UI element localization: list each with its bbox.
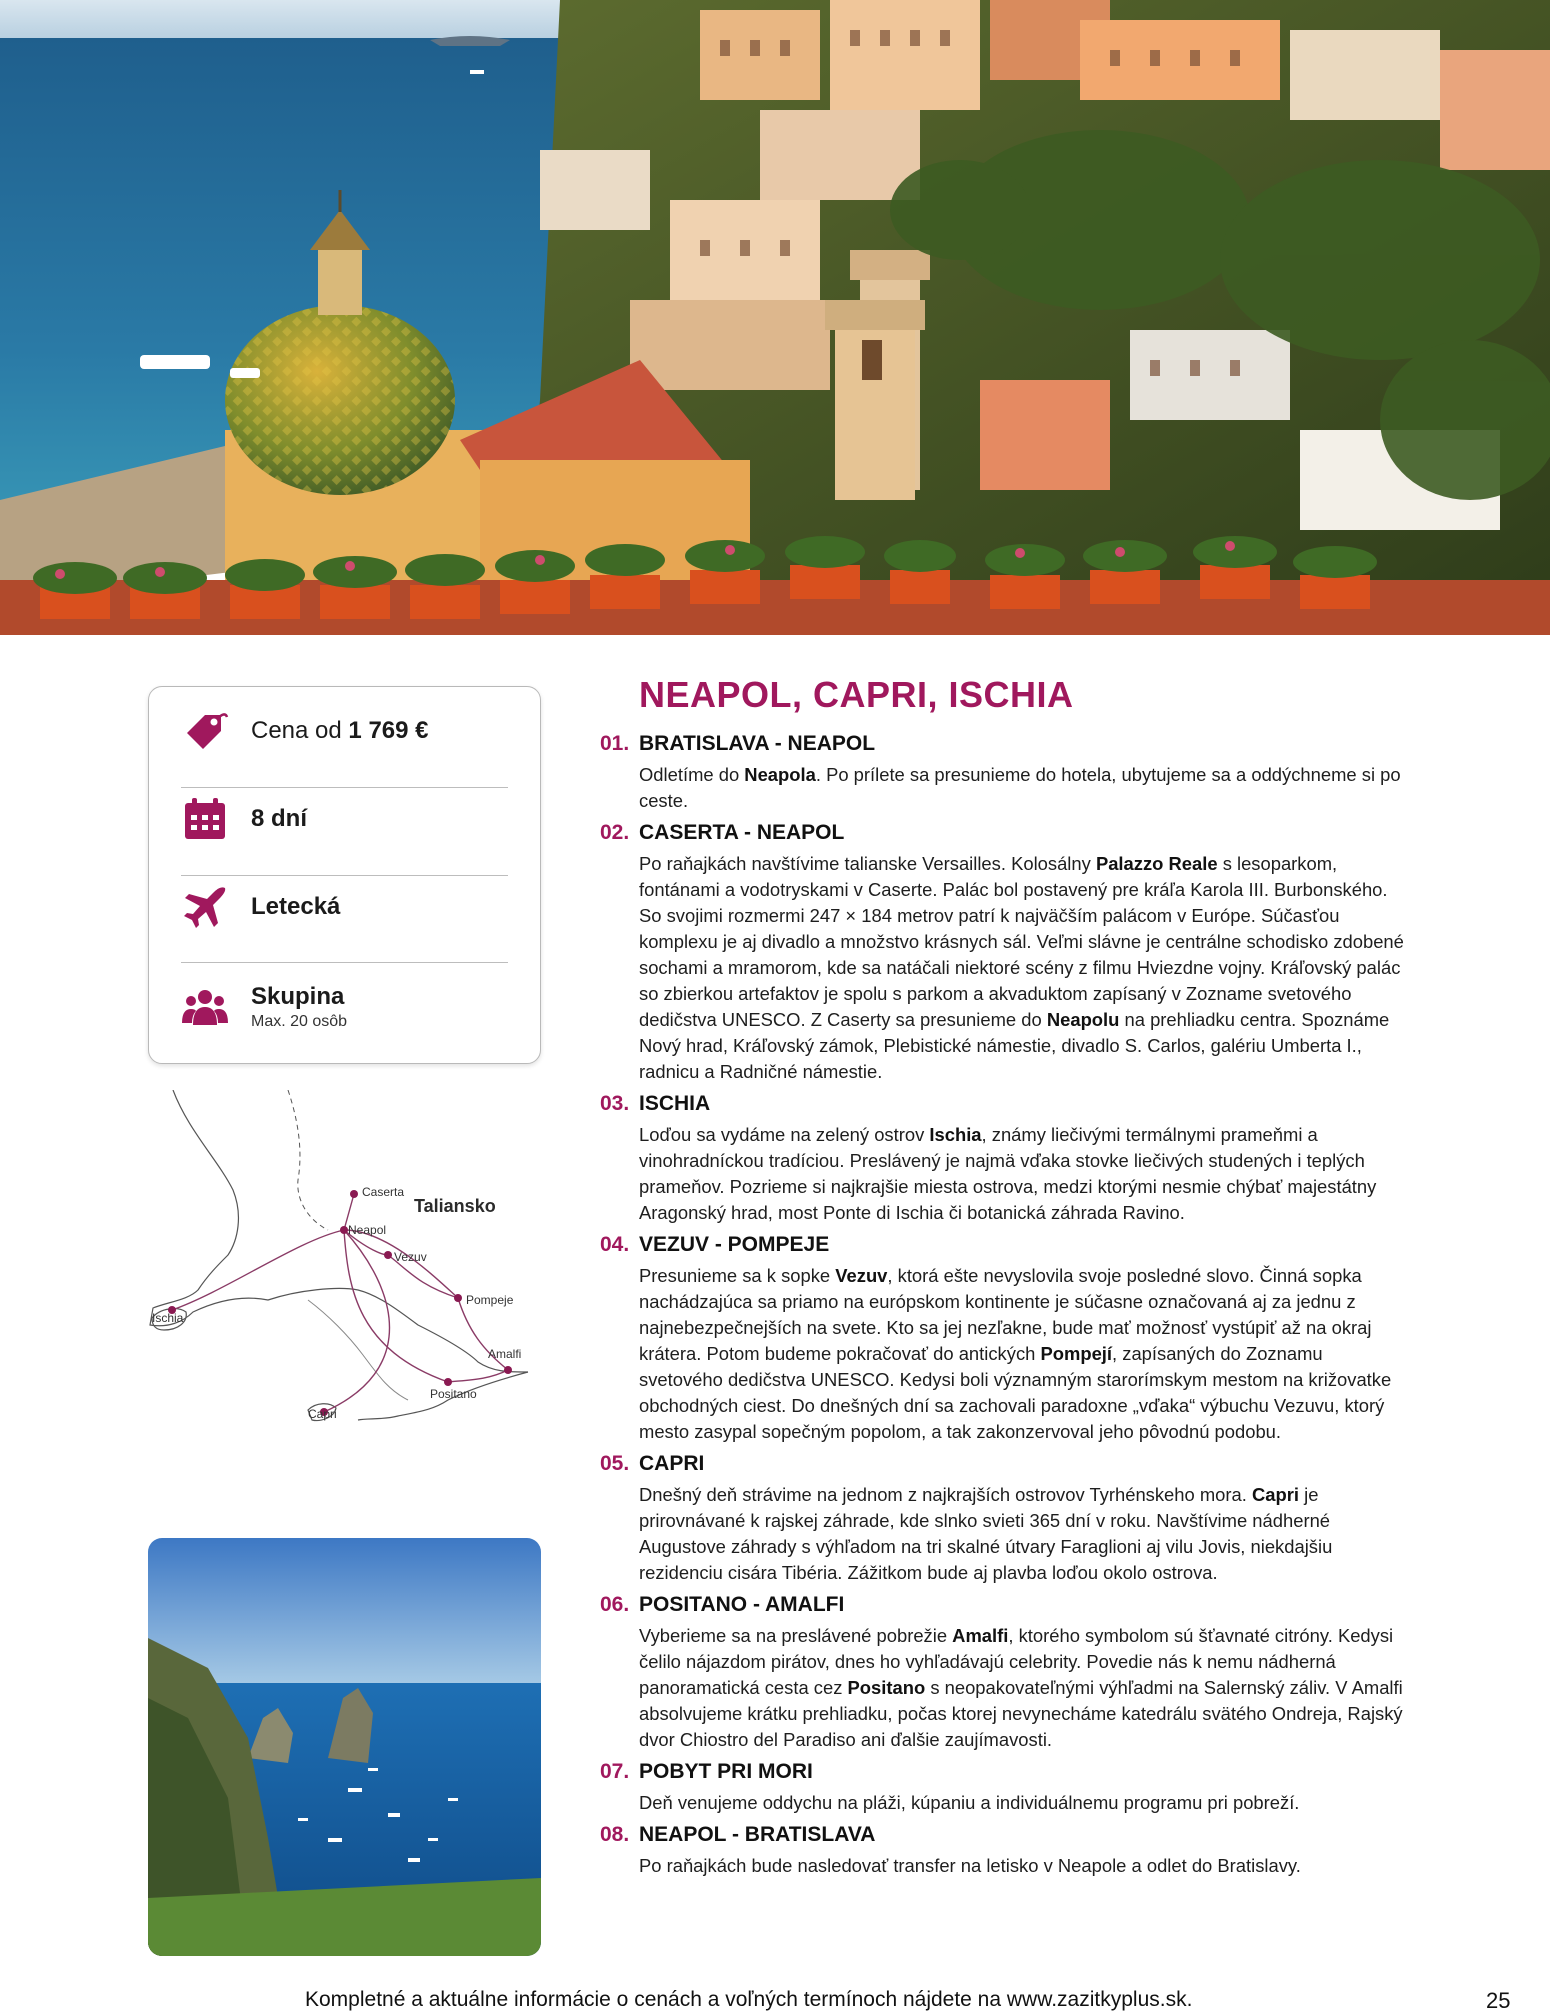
price-prefix: Cena od [251, 717, 342, 744]
day-description [639, 1623, 1410, 1753]
day-description [639, 762, 1410, 814]
footer-note: Kompletné a aktuálne informácie o cenách a voľných termínoch nájdete na www.zazitkyplus.sk. [305, 1988, 1193, 2011]
transport-value: Letecká [251, 893, 341, 920]
day-heading [600, 1092, 1410, 1116]
day-heading [600, 732, 1410, 756]
body-text: Po raňajkách navštívime talianske Versailles. Kolosálny [639, 853, 1096, 874]
highlight-text: Neapola [744, 764, 816, 785]
day-title: POBYT PRI MORI [639, 1760, 813, 1783]
day-description [639, 1482, 1410, 1586]
day-list [600, 732, 1410, 1879]
body-text: Presunieme sa k sopke [639, 1265, 836, 1286]
day-item [600, 1452, 1410, 1586]
day-title: NEAPOL - BRATISLAVA [639, 1823, 876, 1846]
highlight-text: Neapolu [1046, 1009, 1120, 1030]
day-item [600, 1593, 1410, 1753]
highlight-text: Pompejí [1040, 1343, 1113, 1364]
highlight-text: Amalfi [952, 1625, 1009, 1646]
body-text: Vyberieme sa na preslávené pobrežie [639, 1625, 953, 1646]
body-text: , ktorého symbolom sú šťavnaté citróny. Kedysi čelilo nájazdom pirátov, dnes ho vyhľadávajú celebrity. Povedie nás k nemu nádherná panoramatická cesta cez [639, 1625, 1394, 1698]
day-title: POSITANO - AMALFI [639, 1593, 845, 1616]
group-icon [181, 983, 229, 1031]
body-text: , známy liečivými termálnymi prameňmi a vinohradníckou tradíciou. Preslávený je najmä vďaka stovke liečivých studených i teplých prameňov. Pozrieme si najkrajšie miesta ostrova, medzi ktorými nesmie chýbať majestátny Aragonský hrad, most Ponte di Ischia či botanická záhrada Ravino. [639, 1124, 1377, 1223]
day-item [600, 1760, 1410, 1816]
map-label-capri: Capri [308, 1407, 337, 1421]
day-description [639, 1790, 1410, 1816]
highlight-text: Positano [847, 1677, 926, 1698]
day-number: 07. [600, 1760, 630, 1783]
highlight-text: Vezuv [835, 1265, 888, 1286]
day-item [600, 821, 1410, 1085]
day-number: 08. [600, 1823, 630, 1846]
day-title: VEZUV - POMPEJE [639, 1233, 830, 1256]
hero-photo-positano [0, 0, 1550, 635]
map-label-positano: Positano [430, 1387, 477, 1401]
body-text: Dnešný deň strávime na jednom z najkrajších ostrovov Tyrhénskeho mora. [639, 1484, 1252, 1505]
price-row [181, 687, 508, 775]
day-heading [600, 1823, 1410, 1847]
body-text: . Po prílete sa presunieme do hotela, ubytujeme sa a oddýchneme si po ceste. [639, 764, 1401, 811]
body-text: Po raňajkách bude nasledovať transfer na letisko v Neapole a odlet do Bratislavy. [639, 1855, 1301, 1876]
day-title: ISCHIA [639, 1092, 711, 1115]
map-label-neapol: Neapol [348, 1223, 387, 1237]
day-heading [600, 1593, 1410, 1617]
body-text: Loďou sa vydáme na zelený ostrov [639, 1124, 930, 1145]
transport-row [181, 863, 508, 951]
map-label-pompeje: Pompeje [466, 1293, 514, 1307]
day-heading [600, 1452, 1410, 1476]
map-label-ischia: Ischia [152, 1311, 184, 1325]
duration-row [181, 775, 508, 863]
day-number: 04. [600, 1233, 630, 1256]
day-item [600, 1823, 1410, 1879]
itinerary [600, 674, 1410, 1886]
route-map [148, 1090, 548, 1450]
day-number: 06. [600, 1593, 630, 1616]
day-title: BRATISLAVA - NEAPOL [639, 732, 876, 755]
map-label-country: Taliansko [414, 1196, 496, 1216]
day-item [600, 1092, 1410, 1226]
trip-info-card [148, 686, 541, 1064]
highlight-text: Capri [1251, 1484, 1299, 1505]
body-text: Odletíme do [639, 764, 745, 785]
page-title: NEAPOL, CAPRI, ISCHIA [639, 674, 1074, 715]
day-description [639, 1263, 1410, 1445]
highlight-text: Ischia [929, 1124, 982, 1145]
day-item [600, 1233, 1410, 1445]
map-label-caserta: Caserta [362, 1185, 405, 1199]
price-value: 1 769 € [348, 717, 429, 744]
day-heading [600, 1233, 1410, 1257]
day-item [600, 732, 1410, 814]
day-number: 03. [600, 1092, 630, 1115]
price-tag-icon [181, 707, 229, 755]
body-text: s neopakovateľnými výhľadmi na Salernský záliv. V Amalfi absolvujeme krátku prehliadku, počas ktorej nevynecháme katedrálu svätého Ondreja, Rajský dvor Chiostro del Paradiso ani ďalšie zaujímavosti. [639, 1677, 1403, 1750]
body-text: na prehliadku centra. Spoznáme Nový hrad, Kráľovský zámok, Plebistické námestie, divadlo S. Carlos, galériu Umberta I., radnicu a Radničné námestie. [639, 1009, 1390, 1082]
group-row [181, 951, 508, 1063]
group-label: Skupina [251, 983, 345, 1010]
map-label-vezuv: Vezuv [394, 1250, 427, 1264]
body-text: s lesoparkom, fontánami a vodotryskami v Caserte. Palác bol postavený pre kráľa Karola III. Burbonského. So svojimi rozmermi 247 × 184 metrov patrí k najväčším palácom v Európe. Súčasťou komplexu je aj divadlo a množstvo krásnych sál. Veľmi slávne je centrálne schodisko zdobené sochami a mramorom, kde sa natáčali niektoré scény z filmu Hviezdne vojny. Kráľovský palác so zbierkou artefaktov je spolu s parkom a akvaduktom zapísaný v Zozname svetového dedičstva UNESCO. Z Caserty sa presunieme do [639, 853, 1404, 1030]
group-capacity: Max. 20 osôb [251, 1013, 348, 1030]
day-heading [600, 821, 1410, 845]
day-description [639, 1853, 1410, 1879]
body-text: , zapísaných do Zoznamu svetového dedičstva UNESCO. Kedysi boli významným starorímskym mestom na križovatke obchodných ciest. Do dnešných dní sa zachovali paradoxne „vďaka“ výbuchu Vezuvu, ktorý mesto zasypal sopečným popolom, a tak zakonzervoval jeho pôvodnú podobu. [639, 1343, 1392, 1442]
body-text: Deň venujeme oddychu na pláži, kúpaniu a individuálnemu programu pri pobreží. [639, 1792, 1300, 1813]
day-title: CASERTA - NEAPOL [639, 821, 845, 844]
day-number: 05. [600, 1452, 630, 1475]
body-text: je prirovnávané k rajskej záhrade, kde slnko svieti 365 dní v roku. Navštívime nádherné Augustove záhrady s výhľadom na tri skalné útvary Faraglioni aj vilu Jovis, niekdajšiu rezidenciu cisára Tibéria. Zážitkom bude aj plavba loďou okolo ostrova. [639, 1484, 1333, 1583]
page-number: 25 [1486, 1988, 1511, 2013]
day-description [639, 851, 1410, 1085]
body-text: , ktorá ešte nevyslovila svoje posledné slovo. Činná sopka nachádzajúca sa priamo na európskom kontinente je súčasne označovaná aj za jednu z najnebezpečnejších na svete. Kto sa jej nezľakne, bude mať možnosť vystúpiť až na okraj krátera. Potom budeme pokračovať do antických [639, 1265, 1372, 1364]
day-number: 01. [600, 732, 630, 755]
day-title: CAPRI [639, 1452, 705, 1475]
duration-value: 8 dní [251, 805, 308, 832]
day-description [639, 1122, 1410, 1226]
day-heading [600, 1760, 1410, 1784]
map-label-amalfi: Amalfi [488, 1347, 522, 1361]
airplane-icon [181, 883, 229, 931]
capri-photo [148, 1538, 541, 1956]
calendar-icon [181, 795, 229, 843]
highlight-text: Palazzo Reale [1095, 853, 1218, 874]
day-number: 02. [600, 821, 630, 844]
